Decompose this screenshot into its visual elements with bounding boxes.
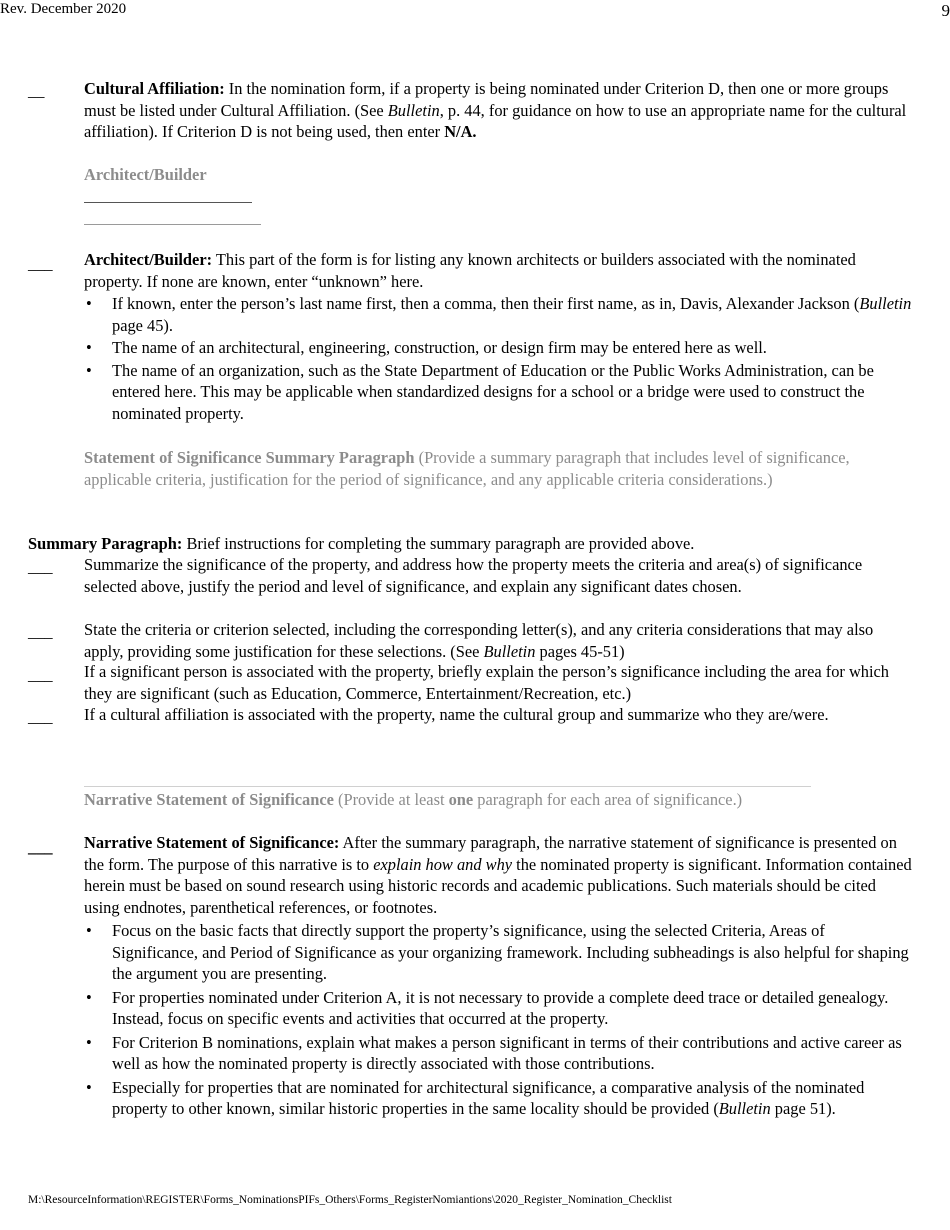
cultural-affiliation-paragraph: Cultural Affiliation: In the nomination form, if a property is being nominated under Criterion D, then one or more groups must be listed under Cultural Affiliation. (See Bulletin, p. 44, for guidance on how to use an appropriate name for the cultural affiliation). If Criterion D is not being used, then enter N/A. <box>84 79 907 141</box>
form-field-line <box>84 202 252 203</box>
statement-of-significance-heading: Statement of Significance Summary Paragraph (Provide a summary paragraph that includes level of significance, applicable criteria, justification for the period of significance, and any applicable criteria considerations.) <box>84 448 850 489</box>
summary-item: State the criteria or criterion selected, including the corresponding letter(s), and any criteria considerations that may also apply, providing some justification for these selections. (See Bulletin pages 45-51) <box>84 620 874 661</box>
section-divider <box>84 786 811 787</box>
architect-builder-section <box>84 249 914 424</box>
checkbox-blank-narrative: ___ <box>28 837 53 856</box>
list-item: • For Criterion B nominations, explain what makes a person significant in terms of their contributions and active career as well as how the nominated property is directly associated with those contributions. <box>84 1032 914 1075</box>
architect-builder-paragraph: Architect/Builder: This part of the form is for listing any known architects or builders associated with the nominated property. If none are known, enter “unknown” here. <box>84 250 856 291</box>
architect-builder-heading: Architect/Builder <box>84 165 207 184</box>
checkbox-blank-summary-3: ___ <box>28 665 53 684</box>
list-item: • If known, enter the person’s last name first, then a comma, then their first name, as in, Davis, Alexander Jackson (Bulletin page 45). <box>84 293 914 336</box>
bulletin-reference: Bulletin <box>387 100 440 120</box>
list-item: • Especially for properties that are nominated for architectural significance, a comparative analysis of the nominated property to other known, similar historic properties in the same locality should be provided (Bulletin page 51). <box>84 1077 914 1120</box>
narrative-statement-section <box>84 832 914 1120</box>
checkbox-blank-summary-2: ___ <box>28 622 53 641</box>
checkbox-blank-summary-1: ___ <box>28 557 53 576</box>
summary-paragraph-intro: Summary Paragraph: Brief instructions for completing the summary paragraph are provided above. <box>28 534 695 553</box>
checkbox-blank-architect: ___ <box>28 254 53 273</box>
footer-file-path: M:\ResourceInformation\REGISTER\Forms_NominationsPIFs_Others\Forms_RegisterNomiantions\2020_Register_Nomination_Checklist <box>28 1194 672 1206</box>
summary-item: If a cultural affiliation is associated with the property, name the cultural group and summarize who they are/were. <box>84 705 829 724</box>
list-item: • For properties nominated under Criterion A, it is not necessary to provide a complete deed trace or detailed genealogy. Instead, focus on specific events and activities that occurred at the property. <box>84 987 914 1030</box>
list-item: • The name of an organization, such as the State Department of Education or the Public Works Administration, can be entered here. This may be applicable when standardized designs for a school or a bridge were used to construct the nominated property. <box>84 360 914 425</box>
checkbox-blank-cultural-affiliation: __ <box>28 81 45 100</box>
revision-date: Rev. December 2020 <box>0 1 127 17</box>
narrative-statement-label: Narrative Statement of Significance: <box>84 833 340 852</box>
list-item: • The name of an architectural, engineering, construction, or design firm may be entered here as well. <box>84 337 914 359</box>
architect-builder-label: Architect/Builder: <box>84 250 213 269</box>
summary-item: If a significant person is associated with the property, briefly explain the person’s significance including the area for which they are significant (such as Education, Commerce, Entertainment/Recreation, etc.) <box>84 662 890 703</box>
checkbox-blank-summary-4: ___ <box>28 707 53 726</box>
narrative-statement-heading: Narrative Statement of Significance (Provide at least one paragraph for each area of significance.) <box>84 790 743 809</box>
summary-item: Summarize the significance of the property, and address how the property meets the criteria and area(s) of significance selected above, justify the period and level of significance, and explain any significant dates chosen. <box>84 555 863 596</box>
summary-paragraph-label: Summary Paragraph: <box>28 534 183 553</box>
list-item: • Focus on the basic facts that directly support the property’s significance, using the selected Criteria, Areas of Significance, and Period of Significance as your organizing framework. Including subheadings is also helpful for shaping the argument you are presenting. <box>84 920 914 985</box>
form-field-line <box>84 224 261 225</box>
narrative-statement-paragraph: Narrative Statement of Significance: After the summary paragraph, the narrative statement of significance is presented on the form. The purpose of this narrative is to explain how and why the nominated property is significant. Information contained herein must be based on sound research using historic records and academic publications. Such materials should be cited using endnotes, parenthetical references, or footnotes. <box>84 833 912 917</box>
cultural-affiliation-label: Cultural Affiliation: <box>84 79 225 98</box>
page-number: 9 <box>941 1 950 20</box>
